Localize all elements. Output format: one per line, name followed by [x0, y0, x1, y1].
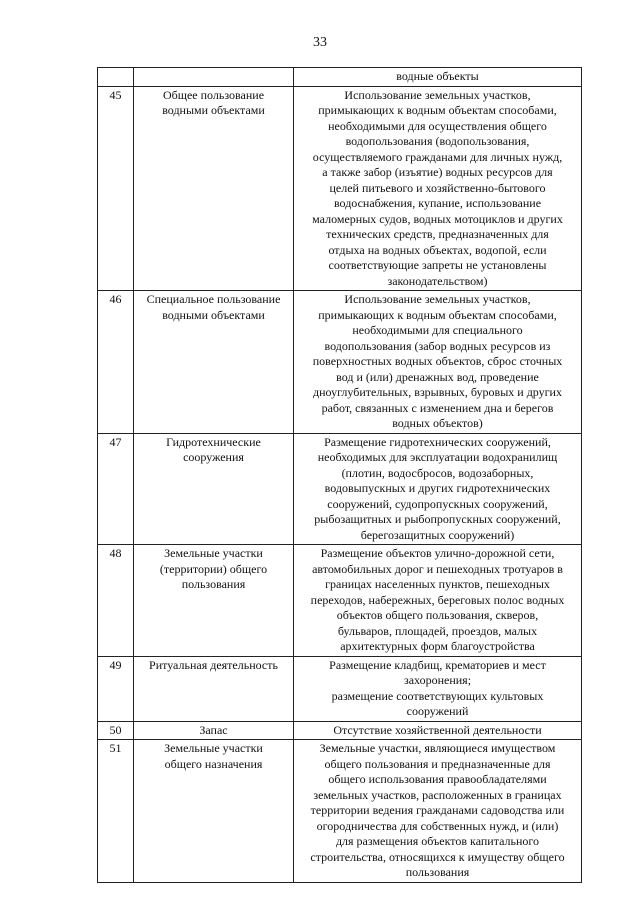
page-number: 33 — [313, 35, 327, 50]
table-row — [98, 86, 582, 291]
row-name: Земельные участки общего назначения — [134, 740, 294, 883]
table-row — [98, 656, 582, 721]
table-row — [98, 433, 582, 545]
row-number: 46 — [98, 291, 134, 434]
row-description: Земельные участки, являющиеся имуществом общего пользования и предназначенные для общего использования правообладателями земельных участков, расположенных в границах территории ведения гражданами садоводства или огородничества для собственных нужд, и (или) для размещения объектов капитального строительства, относящихся к имуществу общего пользования — [294, 740, 582, 883]
row-number: 47 — [98, 433, 134, 545]
row-number: 51 — [98, 740, 134, 883]
table-row — [98, 721, 582, 740]
row-number: 50 — [98, 721, 134, 740]
row-name — [134, 68, 294, 87]
table-row — [98, 291, 582, 434]
row-number: 49 — [98, 656, 134, 721]
row-name: Запас — [134, 721, 294, 740]
table-row — [98, 740, 582, 883]
row-description: Размещение объектов улично-дорожной сети, автомобильных дорог и пешеходных тротуаров в границах населенных пунктов, пешеходных переходов, набережных, береговых полос водных объектов общего пользования, скверов, бульваров, площадей, проездов, малых архитектурных форм благоустройства — [294, 545, 582, 657]
table-row — [98, 68, 582, 87]
row-name: Общее пользование водными объектами — [134, 86, 294, 291]
row-description: Использование земельных участков, примыкающих к водным объектам способами, необходимыми для специального водопользования (забор водных ресурсов из поверхностных водных объектов, сброс сточных вод и (или) дренажных вод, проведение дноуглубительных, взрывных, буровых и других работ, связанных с изменением дна и берегов водных объектов) — [294, 291, 582, 434]
row-number: 48 — [98, 545, 134, 657]
row-name: Специальное пользование водными объектами — [134, 291, 294, 434]
row-name: Земельные участки (территории) общего пользования — [134, 545, 294, 657]
row-number — [98, 68, 134, 87]
row-description: Использование земельных участков, примыкающих к водным объектам способами, необходимыми для осуществления общего водопользования (водопользования, осуществляемого гражданами для личных нужд, а также забор (изъятие) водных ресурсов для целей питьевого и хозяйственно-бытового водоснабжения, купание, использование маломерных судов, водных мотоциклов и других технических средств, предназначенных для отдыха на водных объектах, водопой, если соответствующие запреты не установлены законодательством) — [294, 86, 582, 291]
table-row — [98, 545, 582, 657]
row-name: Ритуальная деятельность — [134, 656, 294, 721]
row-number: 45 — [98, 86, 134, 291]
row-description: водные объекты — [294, 68, 582, 87]
row-description: Размещение гидротехнических сооружений, необходимых для эксплуатации водохранилищ (плотин, водосбросов, водозаборных, водовыпускных и других гидротехнических сооружений, судопропускных сооружений, рыбозащитных и рыбопропускных сооружений, берегозащитных сооружений) — [294, 433, 582, 545]
row-description: Размещение кладбищ, крематориев и мест захоронения; размещение соответствующих культовых сооружений — [294, 656, 582, 721]
land-use-table — [97, 67, 582, 883]
row-name: Гидротехнические сооружения — [134, 433, 294, 545]
row-description: Отсутствие хозяйственной деятельности — [294, 721, 582, 740]
